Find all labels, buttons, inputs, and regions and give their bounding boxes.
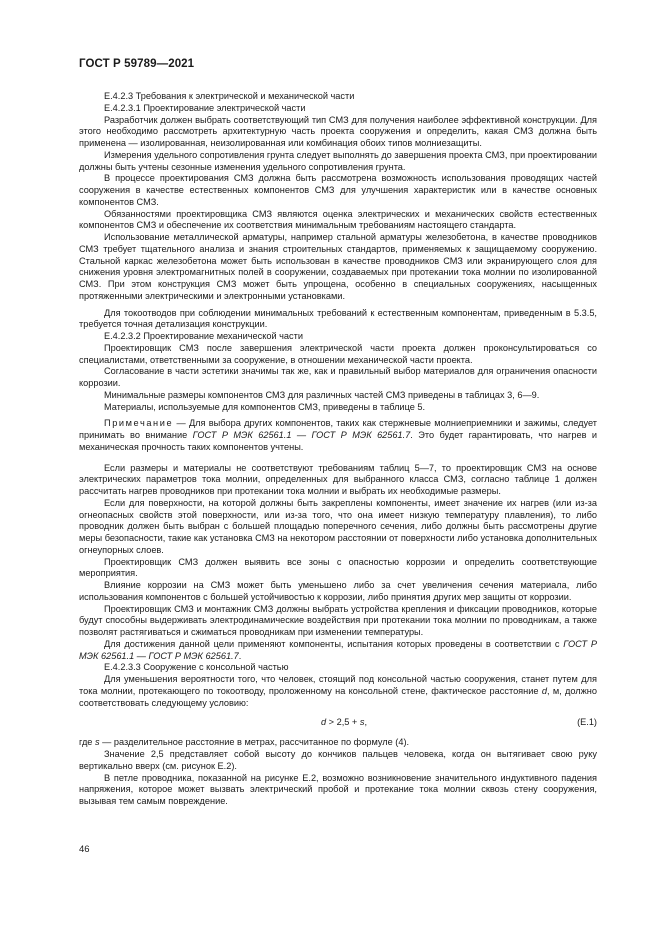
paragraph: Использование металлической арматуры, например стальной арматуры железобетона, в качестве проводников СМЗ требует тщательного анализа и знания строительных стандартов, применяемых к защищаемому сооружению. Стальной каркас железобетона может быть использован в качестве проводников СМЗ или экранирующего слоя для снижения уровня электромагнитных полей в сооружении, создаваемых при протекании тока молнии по изолированной СМЗ. При этом конструкция СМЗ может быть упрощена, особенно в специальных сооружениях, насыщенных протяженными электрическими и электронными установками. <box>79 232 597 301</box>
paragraph-text: Для достижения данной цели применяют компоненты, испытания которых проведены в соответствии с <box>104 638 564 649</box>
note-label: Примечание <box>104 418 174 429</box>
paragraph: Проектировщик СМЗ после завершения электрической части проекта должен проконсультироваться со специалистами, ответственными за сооружение, в отношении механической части проекта. <box>79 342 597 365</box>
paragraph: Проектировщик СМЗ должен выявить все зоны с опасностью коррозии и определить соответствующие мероприятия. <box>79 556 597 579</box>
paragraph <box>79 674 597 709</box>
where-clause <box>79 737 597 749</box>
paragraph: Проектировщик СМЗ и монтажник СМЗ должны выбрать устройства крепления и фиксации проводников, которые будут способны выдерживать электродинамические воздействия при протекании тока молнии по проводникам, а также позволят растягиваться и сжиматься проводникам при изменении температуры. <box>79 603 597 637</box>
formula-row <box>79 715 597 732</box>
section-heading: Е.4.2.3 Требования к электрической и механической части <box>104 91 355 101</box>
formula-tail: , <box>364 717 367 728</box>
subsection-heading: Е.4.2.3.2 Проектирование механической части <box>104 331 303 341</box>
paragraph: Материалы, используемые для компонентов СМЗ, приведены в таблице 5. <box>104 401 426 412</box>
where-text: — разделительное расстояние в метрах, рассчитанное по формуле (4). <box>99 737 410 748</box>
standard-reference: ГОСТ Р МЭК 62561.1 — ГОСТ Р МЭК 62561.7 <box>79 638 597 661</box>
subsection-heading: Е.4.2.3.1 Проектирование электрической части <box>104 102 306 113</box>
paragraph: Обязанностями проектировщика СМЗ являются оценка электрических и механических свойств естественных компонентов СМЗ и обеспечение их соответствия минимальным требованиям настоящего стандарта. <box>79 208 597 231</box>
paragraph-text: Для уменьшения вероятности того, что человек, стоящий под консольной частью сооружения, станет путем для тока молнии, протекающего по токоотводу, проложенному на консольной стене, фактическое расстояние <box>79 674 597 696</box>
note <box>79 418 597 453</box>
paragraph: Если для поверхности, на которой должны быть закреплены компоненты, имеет значение их нагрев (или из-за огнеопасных свойств этой поверхности, или из-за того, что она имеет низкую температуру плавления), то либо проводник должен быть выбран с большей площадью поперечного сечения, либо должны быть рассмотрены другие меры безопасности, такие как установка СМЗ на некотором расстоянии от поверхности либо установка дополнительных огнеупорных слоев. <box>79 497 597 555</box>
paragraph: Измерения удельного сопротивления грунта следует выполнять до завершения проекта СМЗ, при проектировании должны быть учтены сезонные изменения удельного сопротивления грунта. <box>79 149 597 172</box>
paragraph: Для токоотводов при соблюдении минимальных требований к естественным компонентам, приведенным в 5.3.5, требуется точная детализация конструкции. <box>79 307 597 330</box>
paragraph: Минимальные размеры компонентов СМЗ для различных частей СМЗ приведены в таблицах 3, 6—9. <box>104 389 540 400</box>
paragraph: Значение 2,5 представляет собой высоту до кончиков пальцев человека, когда он вытягивает свою руку вертикально вверх (см. рисунок Е.2). <box>79 749 597 771</box>
note-reference: ГОСТ Р МЭК 62561.1 — ГОСТ Р МЭК 62561.7 <box>192 430 411 440</box>
equation-number: (Е.1) <box>577 717 597 728</box>
formula-rhs: s <box>359 717 365 728</box>
formula-relation: > 2,5 + <box>326 717 360 728</box>
paragraph: Влияние коррозии на СМЗ может быть уменьшено либо за счет увеличения сечения материала, либо использования компонентов с большей устойчивостью к коррозии, либо принятия других мер защиты от коррозии. <box>79 580 597 602</box>
paragraph-text: , м, должно соответствовать следующему условию: <box>79 685 597 708</box>
paragraph-text: . <box>238 650 242 661</box>
paragraph <box>79 639 597 663</box>
variable-d: d <box>541 685 547 696</box>
note-text-after: . Это будет гарантировать, что нагрев и механическая прочность таких компонентов учтены. <box>79 430 598 452</box>
variable-s: s <box>94 737 100 748</box>
paragraph: Разработчик должен выбрать соответствующий тип СМЗ для получения наиболее эффективной конструкции. Для этого необходимо рассмотреть архитектурную часть проекта сооружения и определить, какая СМЗ должна быть применена — изолированная, неизолированная или комбинация обоих типов молниезащиты. <box>79 114 597 148</box>
document-body <box>79 91 597 808</box>
page-number: 46 <box>79 844 90 855</box>
paragraph: В процессе проектирования СМЗ должна быть рассмотрена возможность использования проводящих частей сооружения в качестве естественных компонентов СМЗ для улучшения характеристик или в качестве основных компонентов СМЗ. <box>79 173 597 207</box>
document-header: ГОСТ Р 59789—2021 <box>79 58 195 70</box>
where-lead: где <box>79 737 95 748</box>
formula-lhs: d <box>321 717 327 728</box>
paragraph: Согласование в части эстетики значимы так же, как и правильный выбор материалов для ограничения опасности коррозии. <box>79 366 597 388</box>
note-text-before: — Для выбора других компонентов, таких как стержневые молниеприемники и зажимы, следует принимать во внимание <box>79 418 597 440</box>
subsection-heading: Е.4.2.3.3 Сооружение с консольной частью <box>104 662 289 673</box>
paragraph: Если размеры и материалы не соответствуют требованиям таблиц 5—7, то проектировщик СМЗ на основе электрических параметров тока молнии, определенных для выбранного класса СМЗ, согласно таблице 1 должен рассчитать нагрев проводников при протекании тока молнии и выбрать их необходимые размеры. <box>79 462 597 496</box>
paragraph: В петле проводника, показанной на рисунке Е.2, возможно возникновение значительного индуктивного падения напряжения, которое может вызвать электрический пробой и протекание тока молнии сквозь стену сооружения, вызывая тем самым повреждение. <box>79 772 597 806</box>
formula <box>321 717 367 729</box>
